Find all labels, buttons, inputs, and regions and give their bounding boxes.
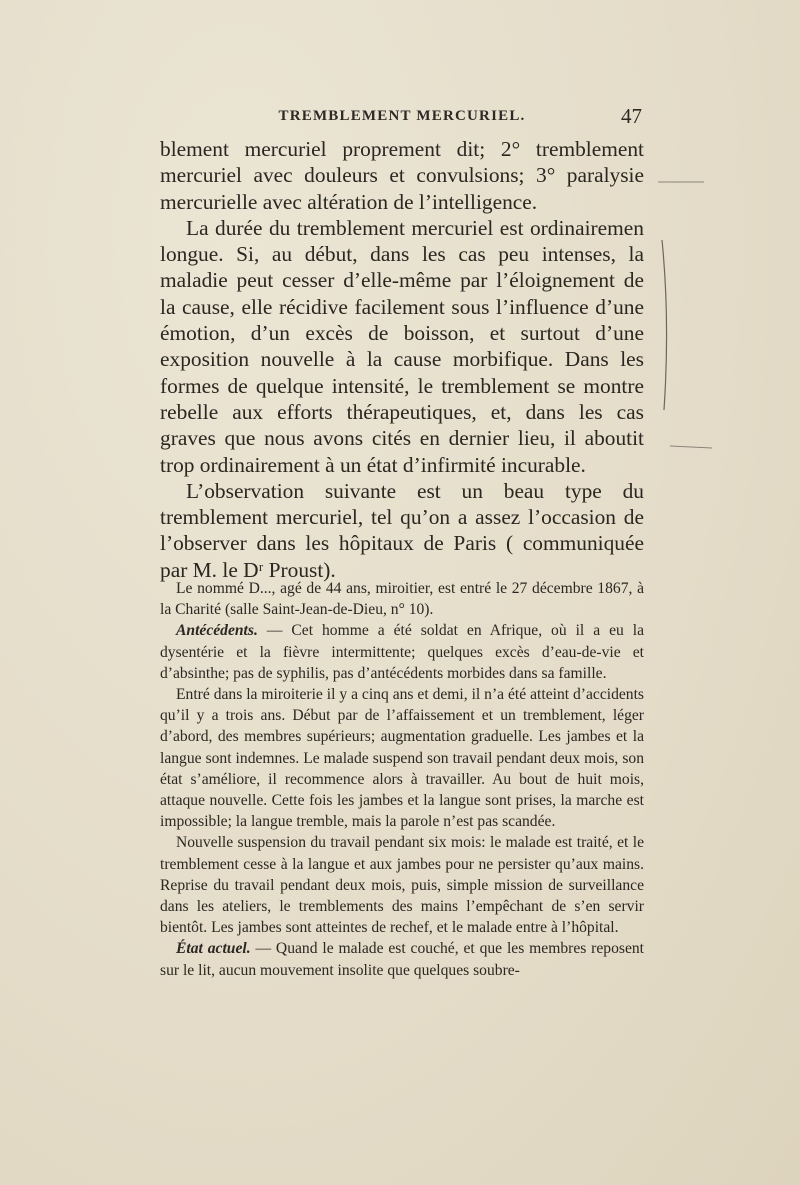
observation-antecedents: [160, 620, 644, 684]
paragraph-duration: La durée du tremblement mercuriel est ordinairemen longue. Si, au début, dans les cas peu intenses, la maladie peut cesser d’elle-même par l’éloignement de la cause, elle récidive facilement sous l’influence d’une émotion, d’un excès de boisson, et surtout d’une exposition nouvelle à la cause morbifique. Dans les formes de quelque intensité, le tremblement se montre rebelle aux efforts thérapeutiques, et, dans les cas graves que nous avons cités en dernier lieu, il aboutit trop ordinairement à un état d’infirmité incurable.: [160, 215, 644, 477]
running-head: TREMBLEMENT MERCURIEL.: [278, 108, 526, 124]
page-number: 47: [621, 104, 642, 128]
page-header: [160, 104, 644, 132]
main-text: [160, 136, 644, 583]
paragraph-observation-intro: L’observation suivante est un beau type du tremblement mercuriel, tel qu’on a assez l’occasion de l’observer dans les hôpitaux de Paris ( communiquée par M. le Dʳ Proust).: [160, 478, 644, 582]
observation-entry: Entré dans la miroiterie il y a cinq ans et demi, il n’a été atteint d’accidents qu’il y a trois ans. Début par de l’affaissement et un tremblement, léger d’abord, des membres supérieurs; augmentation graduelle. Les jambes et la langue sont indemnes. Le malade suspend son travail pendant deux mois, son état s’améliore, il recommence alors à travailler. Au bout de huit mois, attaque nouvelle. Cette fois les jambes et la langue sont prises, la marche est impossible; la langue tremble, mais la parole n’est pas scandée.: [160, 686, 644, 831]
observation-case: [160, 578, 644, 981]
antecedents-label: Antécédents.: [176, 622, 258, 640]
observation-etat: [160, 938, 644, 980]
observation-suspension: Nouvelle suspension du travail pendant six mois: le malade est traité, et le tremblement cesse à la langue et aux jambes pour ne persister qu’aux mains. Reprise du travail pendant deux mois, puis, simple mission de surveillance dans les ateliers, le tremblements des mains l’empêchant de s’en servir bientôt. Les jambes sont atteintes de rechef, et le malade entre à l’hôpital.: [160, 834, 644, 937]
paragraph-continuation: blement mercuriel proprement dit; 2° tremblement mercuriel avec douleurs et convulsions; 3° paralysie mercurielle avec altération de l’intelligence.: [160, 137, 644, 214]
etat-text: — Quand le malade est couché, et que les membres reposent sur le lit, aucun mouvement insolite que quelques soubre-: [160, 940, 645, 979]
antecedents-text: — Cet homme a été soldat en Afrique, où il a eu la dysentérie et la fièvre intermittente; quelques excès d’eau-de-vie et d’absinthe; pas de syphilis, pas d’antécédents morbides dans sa famille.: [160, 622, 644, 682]
margin-bracket-mark: [656, 180, 716, 460]
observation-intro: Le nommé D..., agé de 44 ans, miroitier, est entré le 27 décembre 1867, à la Charité (salle Saint-Jean-de-Dieu, n° 10).: [160, 580, 644, 619]
etat-label: État actuel.: [176, 940, 251, 958]
